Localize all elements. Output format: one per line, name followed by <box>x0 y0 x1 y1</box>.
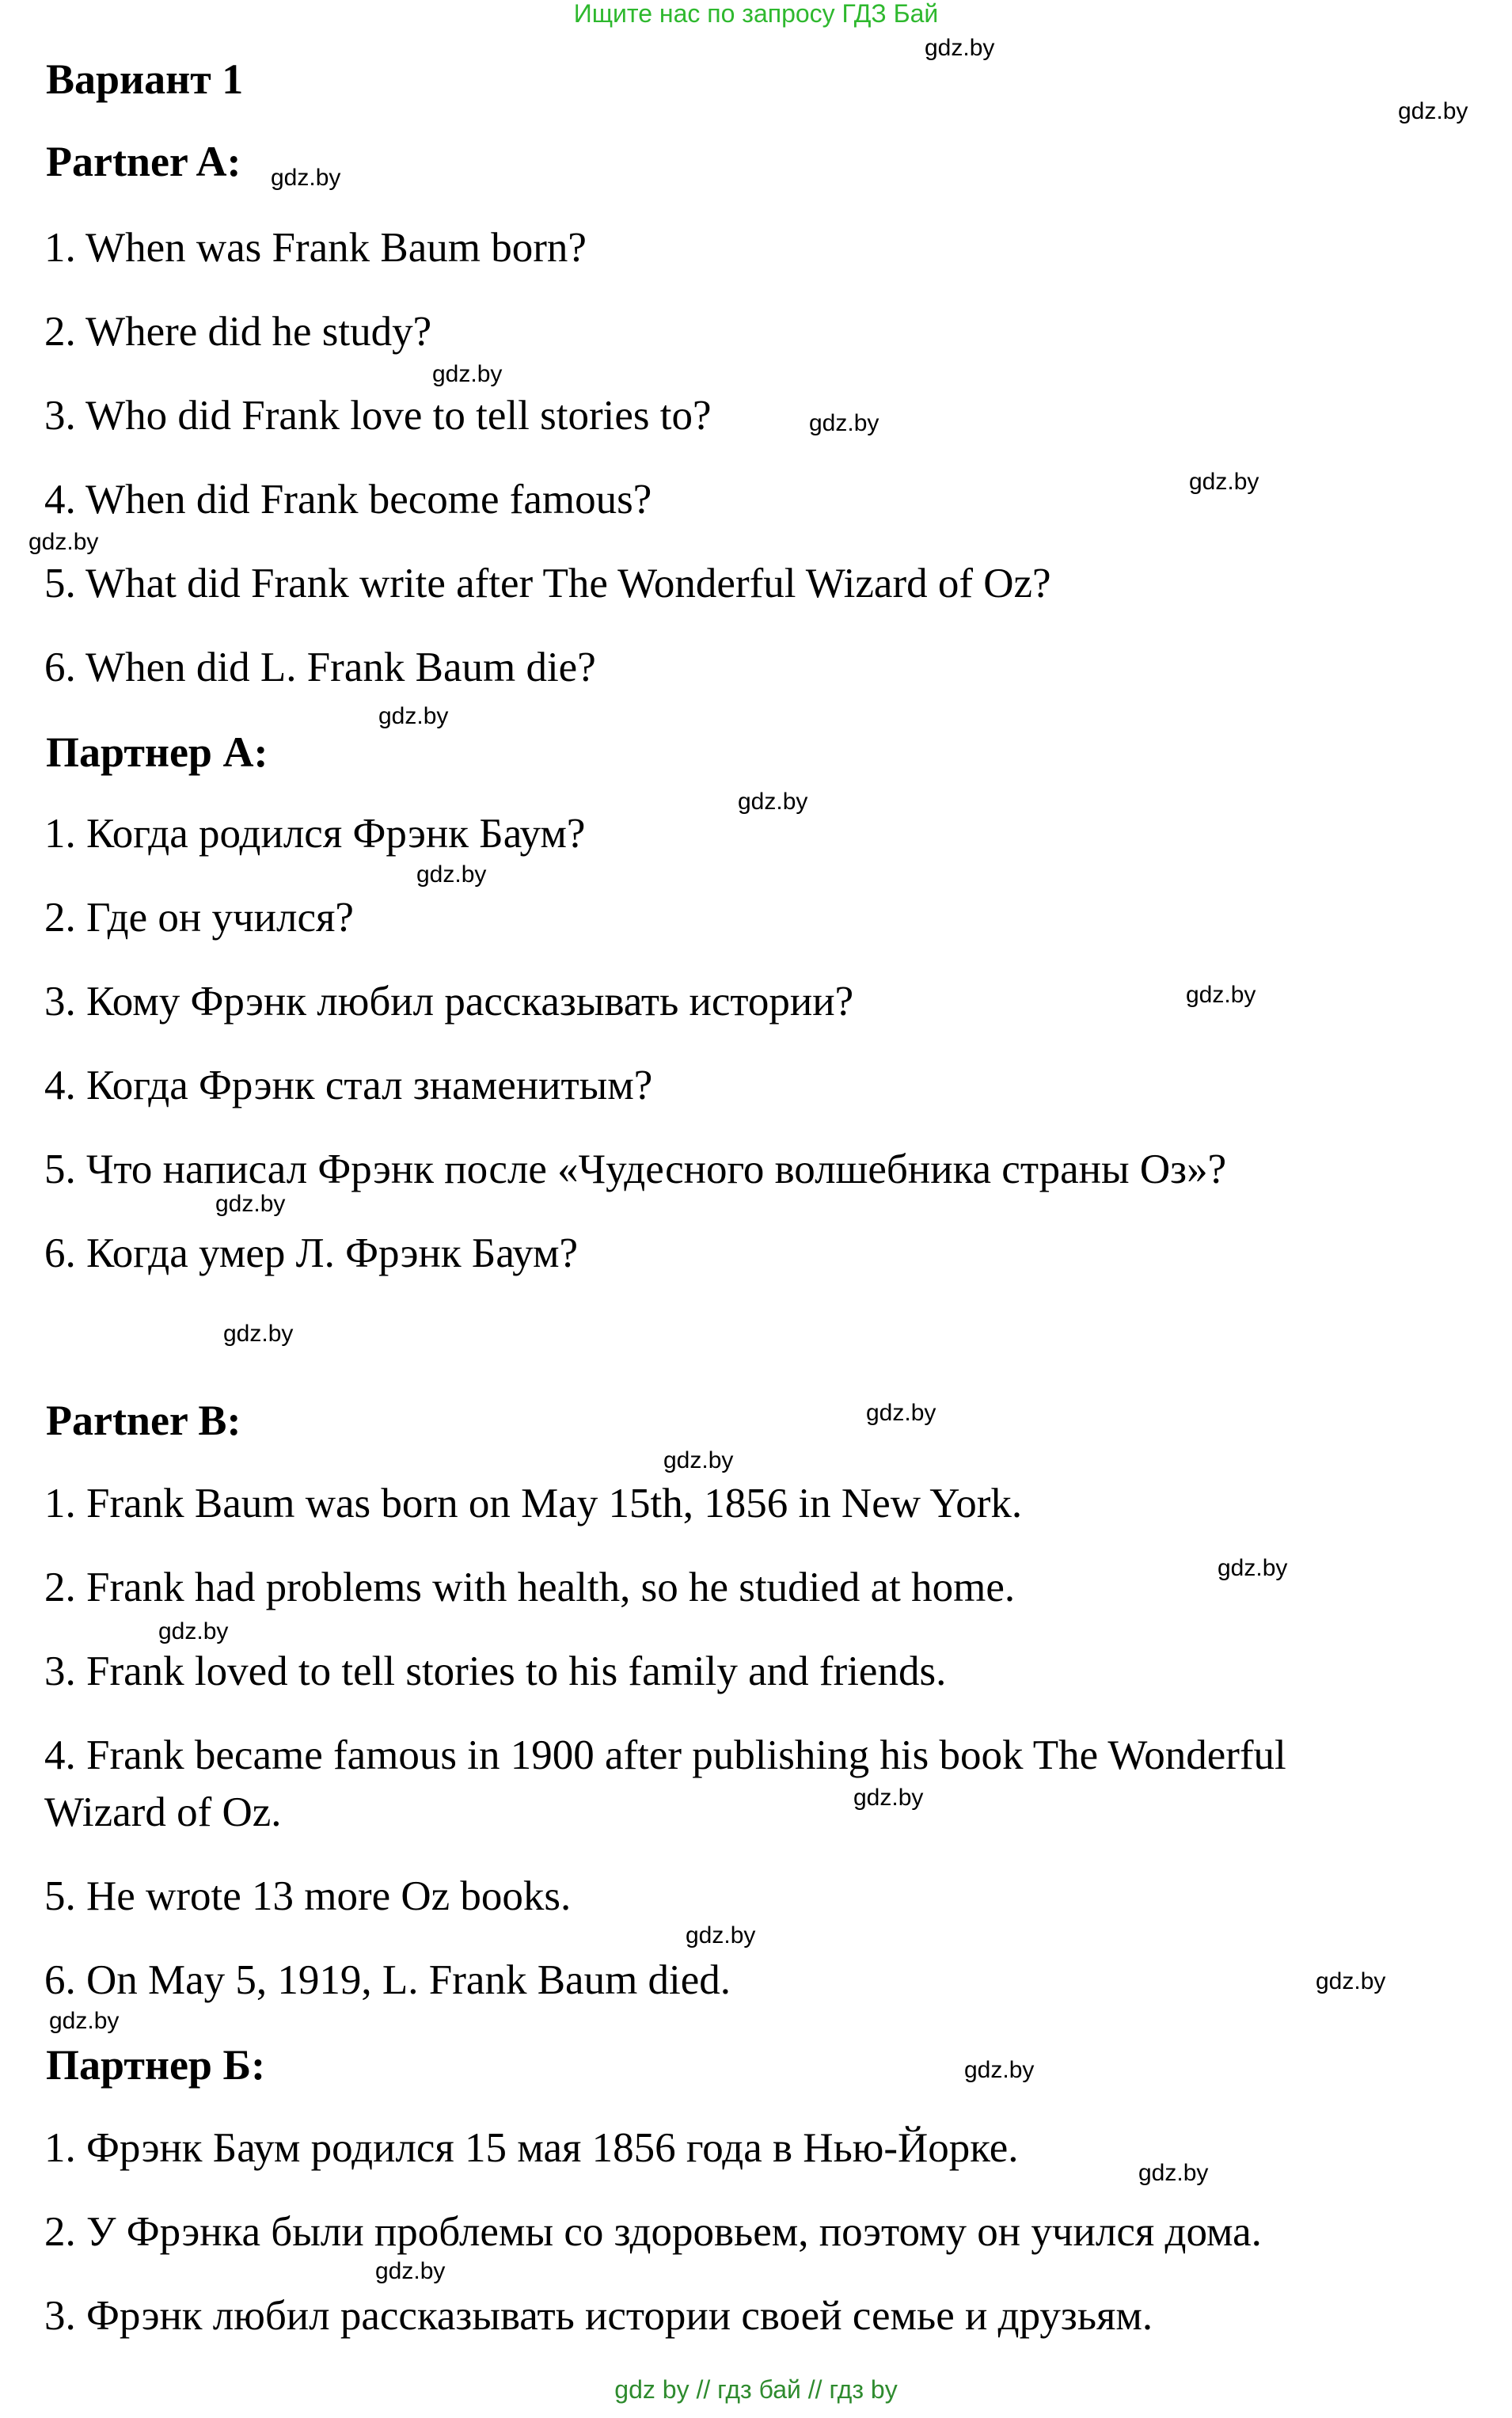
watermark: gdz.by <box>1138 2160 1209 2186</box>
variant-title: Вариант 1 <box>46 55 244 103</box>
partner-a-en-item-5: 5. What did Frank write after The Wonderful Wizard of Oz? <box>44 561 1051 606</box>
watermark: gdz.by <box>378 703 449 729</box>
watermark: gdz.by <box>809 410 879 436</box>
watermark: gdz.by <box>866 1400 936 1426</box>
partner-a-en-item-6: 6. When did L. Frank Baum die? <box>44 644 596 690</box>
watermark: gdz.by <box>375 2258 446 2284</box>
top-banner: Ищите нас по запросу ГДЗ Бай <box>573 0 939 28</box>
watermark: gdz.by <box>1316 1968 1386 1994</box>
partner-b-en-item-6: 6. On May 5, 1919, L. Frank Baum died. <box>44 1957 731 2003</box>
partner-b-ru-item-3: 3. Фрэнк любил рассказывать истории своей семье и друзьям. <box>44 2293 1153 2339</box>
watermark: gdz.by <box>964 2057 1035 2083</box>
watermark: gdz.by <box>28 529 99 555</box>
watermark: gdz.by <box>271 165 341 191</box>
partner-a-ru-item-6: 6. Когда умер Л. Фрэнк Баум? <box>44 1230 579 1276</box>
watermark: gdz.by <box>158 1618 229 1644</box>
watermark: gdz.by <box>738 789 808 815</box>
partner-b-ru-item-1: 1. Фрэнк Баум родился 15 мая 1856 года в Нью-Йорке. <box>44 2125 1019 2171</box>
partner-b-en-item-2: 2. Frank had problems with health, so he studied at home. <box>44 1564 1016 1610</box>
partner-a-en-item-4: 4. When did Frank become famous? <box>44 477 652 523</box>
partner-b-en-item-3: 3. Frank loved to tell stories to his family and friends. <box>44 1648 947 1694</box>
partner-b-en-item-1: 1. Frank Baum was born on May 15th, 1856 in New York. <box>44 1481 1023 1526</box>
partner-b-ru-title: Партнер Б: <box>46 2041 266 2089</box>
watermark: gdz.by <box>432 361 503 387</box>
partner-a-en-title: Partner A: <box>46 138 241 185</box>
partner-a-ru-item-2: 2. Где он учился? <box>44 895 354 941</box>
watermark: gdz.by <box>1218 1555 1288 1581</box>
partner-b-en-item-4-cont: Wizard of Oz. <box>44 1789 282 1835</box>
partner-a-en-item-2: 2. Where did he study? <box>44 309 432 355</box>
watermark: gdz.by <box>416 861 487 888</box>
watermark: gdz.by <box>215 1191 286 1217</box>
partner-a-ru-item-4: 4. Когда Фрэнк стал знаменитым? <box>44 1063 653 1108</box>
watermark: gdz.by <box>853 1785 924 1811</box>
partner-a-en-item-1: 1. When was Frank Baum born? <box>44 225 587 271</box>
watermark: gdz.by <box>1189 469 1259 495</box>
watermark: gdz.by <box>49 2008 120 2034</box>
watermark: gdz.by <box>925 35 995 61</box>
partner-b-en-item-4: 4. Frank became famous in 1900 after publishing his book The Wonderful <box>44 1732 1286 1778</box>
partner-a-en-item-3: 3. Who did Frank love to tell stories to? <box>44 393 712 439</box>
partner-b-en-title: Partner B: <box>46 1397 241 1444</box>
partner-b-ru-item-2: 2. У Фрэнка были проблемы со здоровьем, поэтому он учился дома. <box>44 2209 1262 2255</box>
watermark: gdz.by <box>663 1447 734 1473</box>
bottom-banner: gdz by // гдз бай // гдз by <box>614 2375 898 2404</box>
partner-a-ru-item-5: 5. Что написал Фрэнк после «Чудесного волшебника страны Оз»? <box>44 1146 1227 1192</box>
watermark: gdz.by <box>1398 98 1468 124</box>
partner-b-en-item-5: 5. He wrote 13 more Oz books. <box>44 1873 572 1919</box>
partner-a-ru-item-3: 3. Кому Фрэнк любил рассказывать истории? <box>44 979 854 1025</box>
partner-a-ru-item-1: 1. Когда родился Фрэнк Баум? <box>44 811 586 857</box>
watermark: gdz.by <box>686 1922 756 1948</box>
watermark: gdz.by <box>223 1321 294 1347</box>
watermark: gdz.by <box>1186 982 1256 1008</box>
partner-a-ru-title: Партнер А: <box>46 728 268 776</box>
